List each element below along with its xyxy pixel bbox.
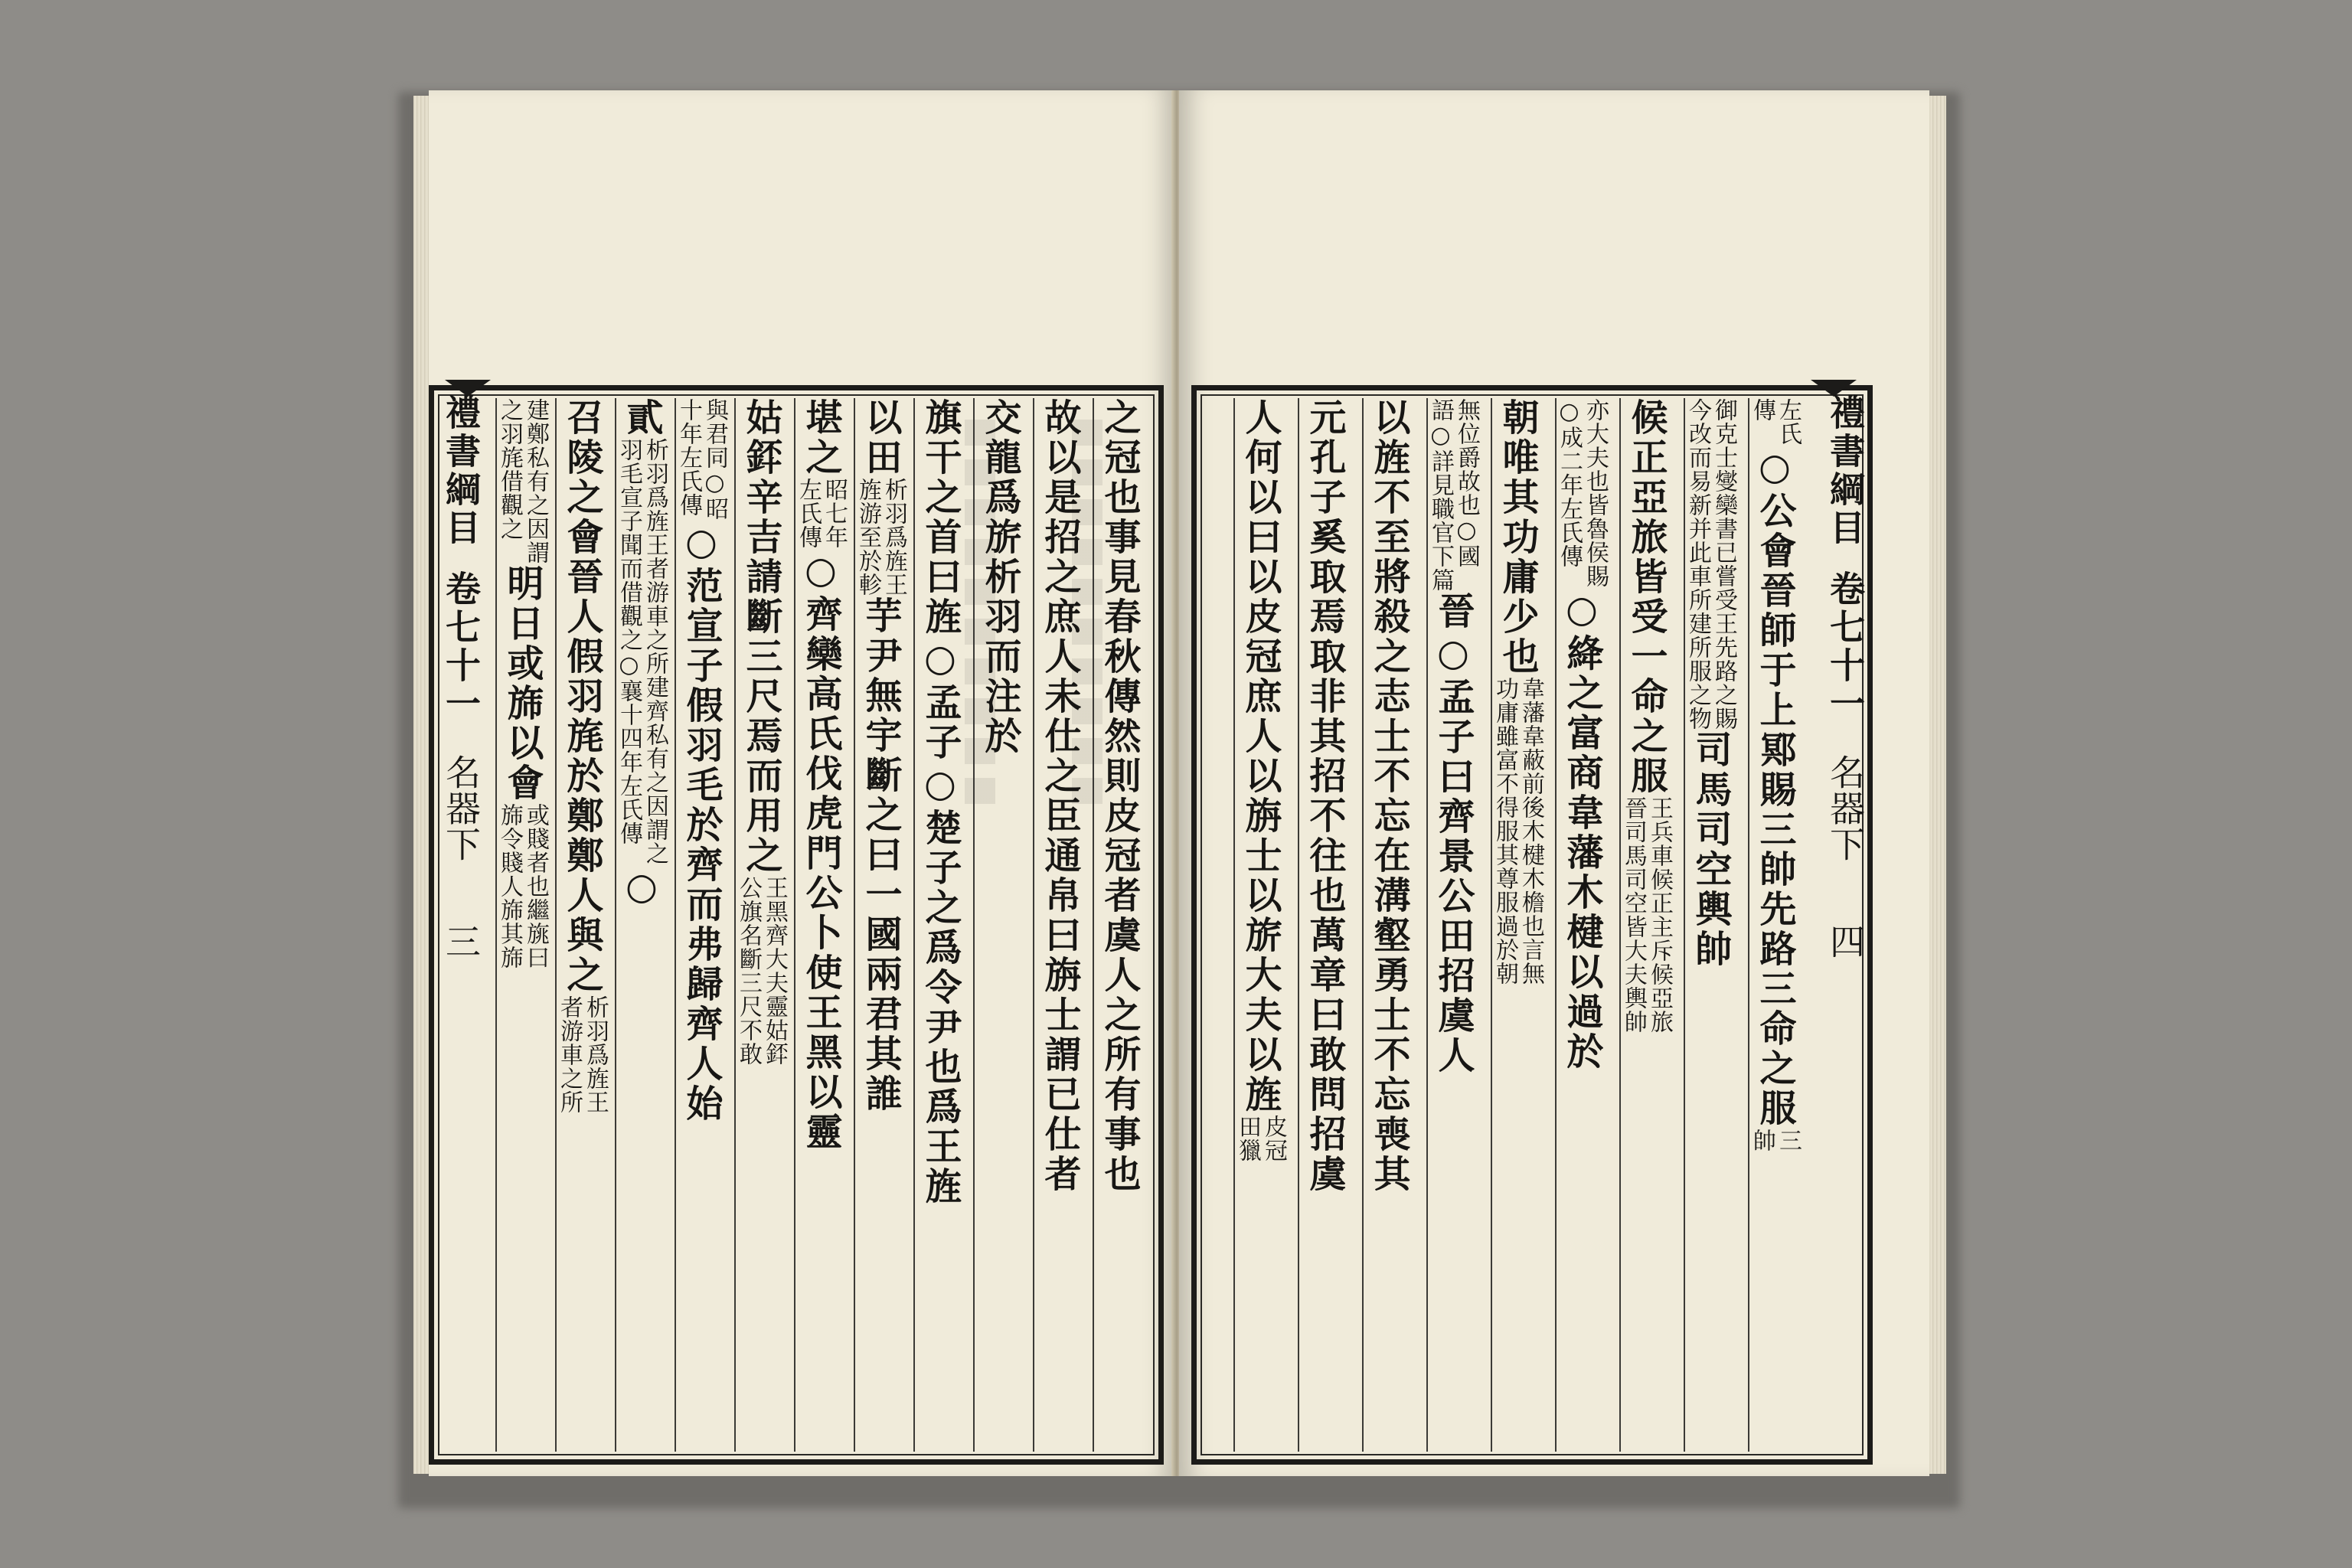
left-text-frame: [429, 385, 1164, 1465]
left-page: [429, 90, 1176, 1476]
section-label: 名器下: [440, 754, 482, 862]
commentary-line: 皮冠: [1260, 1115, 1287, 1162]
commentary-line: 十年左氏傳: [675, 398, 702, 517]
main-text: 以旌不至將殺之志士不忘在溝壑勇士不忘喪其: [1367, 398, 1410, 1194]
text-column: [1093, 398, 1145, 1452]
leaf-number: 三: [440, 923, 482, 959]
main-text: ○公會晉師于上鄍賜三帥先路三命之服: [1753, 446, 1796, 1129]
commentary-line: 旌游至於軫: [854, 478, 881, 596]
commentary-line: 無位爵故也○國: [1453, 398, 1480, 568]
commentary-pair: [1685, 398, 1736, 730]
text-column: [1033, 398, 1085, 1452]
commentary-pair: [855, 478, 906, 596]
commentary-line: 左氏: [1775, 398, 1802, 446]
main-text: ○絳之富商韋藩木楗以過於: [1560, 588, 1603, 1072]
main-text: 晉○孟子曰齊景公田招虞人: [1432, 592, 1475, 1076]
commentary-pair: [616, 438, 667, 865]
leaf-number: 四: [1824, 923, 1866, 959]
right-text-frame: [1191, 385, 1873, 1465]
main-text: 人何以曰以皮冠庶人以旃士以旂大夫以旌: [1239, 398, 1282, 1115]
main-text: 芋尹無宇斷之曰一國兩君其誰: [859, 596, 902, 1114]
commentary-line: ○成二年左氏傳: [1556, 398, 1583, 568]
text-column: [555, 398, 607, 1452]
commentary-pair: [557, 995, 607, 1114]
right-page: [1179, 90, 1929, 1476]
commentary-line: 晉司馬司空皆大夫輿帥: [1620, 796, 1647, 1034]
right-page-edges: [1929, 96, 1946, 1474]
main-text: 元孔子奚取焉取非其招不往也萬章曰敢問招虞: [1303, 398, 1346, 1194]
text-column: [675, 398, 727, 1452]
commentary-line: 者游車之所: [556, 995, 583, 1114]
commentary-line: 析羽爲旌王: [880, 478, 907, 596]
commentary-pair: [1749, 1129, 1800, 1152]
commentary-line: 建鄭私有之因謂: [522, 398, 549, 564]
commentary-pair: [1621, 796, 1671, 1034]
text-column: [854, 398, 906, 1452]
commentary-line: 韋藩韋蔽前後木楗木檐也言無: [1517, 677, 1544, 985]
commentary-pair: [497, 398, 547, 564]
text-column: [973, 398, 1025, 1452]
text-column: [1233, 398, 1285, 1452]
book-title: 禮書綱目: [1824, 394, 1866, 547]
main-text: ○齊欒高氏伐虎門公卜使王黑以靈: [799, 549, 842, 1152]
text-column: [913, 398, 965, 1452]
book-title: 禮書綱目: [440, 394, 482, 547]
text-column: [1748, 398, 1800, 1452]
main-text: 交龍爲旂析羽而注於: [978, 398, 1021, 756]
commentary-line: 王兵車候正主斥候亞旅: [1646, 796, 1673, 1034]
commentary-line: 王黑齊大夫靈姑銔: [761, 876, 788, 1066]
commentary-pair: [497, 803, 547, 969]
commentary-line: 之羽旄借觀之: [496, 398, 523, 541]
commentary-pair: [1428, 398, 1478, 592]
text-column: [794, 398, 846, 1452]
text-column: [1362, 398, 1414, 1452]
volume-label: 卷七十一: [1824, 570, 1866, 724]
text-column: [1555, 398, 1607, 1452]
commentary-line: 帥: [1749, 1129, 1775, 1152]
commentary-line: 昭七年: [821, 478, 848, 549]
main-text: ○: [620, 865, 663, 911]
commentary-line: 三: [1775, 1129, 1802, 1152]
commentary-line: 或賤者也繼旐曰: [522, 803, 549, 969]
main-text: 召陵之會晉人假羽旄於鄭鄭人與之: [560, 398, 603, 995]
text-column: [1684, 398, 1736, 1452]
commentary-pair: [1557, 398, 1607, 588]
left-margin-title: [434, 394, 488, 1452]
commentary-line: 功庸雖富不得服其尊服過於朝: [1491, 677, 1518, 985]
commentary-pair: [795, 478, 846, 549]
commentary-line: 公旗名斷三尺不敢: [735, 876, 762, 1066]
main-text: 貳: [620, 398, 663, 438]
commentary-line: 語○詳見職官下篇: [1427, 398, 1454, 592]
commentary-line: 亦大夫也皆魯侯賜: [1582, 398, 1609, 588]
commentary-line: 田獵: [1234, 1115, 1261, 1162]
main-text: ○范宣子假羽毛於齊而弗歸齊人始: [680, 521, 723, 1124]
main-text: 故以是招之庶人未仕之臣通帛曰旃士謂已仕者: [1038, 398, 1081, 1194]
text-column: [1619, 398, 1671, 1452]
commentary-line: 今改而易新并此車所建所服之物: [1684, 398, 1711, 730]
commentary-line: 與君同○昭: [701, 398, 728, 521]
commentary-pair: [1749, 398, 1800, 446]
section-label: 名器下: [1824, 754, 1866, 862]
main-text: 候正亞旅皆受一命之服: [1625, 398, 1668, 796]
commentary-line: 羽毛宣子聞而借觀之○襄十四年左氏傳: [616, 438, 642, 845]
main-text: 明日或旆以會: [501, 564, 544, 803]
volume-label: 卷七十一: [440, 570, 482, 724]
commentary-line: 傳: [1749, 398, 1775, 422]
text-column: [615, 398, 667, 1452]
commentary-pair: [1235, 1115, 1285, 1162]
main-text: 之冠也事見春秋傳然則皮冠者虞人之所有事也: [1098, 398, 1141, 1194]
commentary-line: 旆令賤人旆其旆: [496, 803, 523, 969]
main-text: 姑銔辛吉請斷三尺焉而用之: [740, 398, 782, 876]
text-column: [1298, 398, 1350, 1452]
commentary-pair: [1492, 677, 1543, 985]
left-page-edges: [413, 96, 430, 1474]
main-text: 司馬司空輿帥: [1689, 730, 1732, 969]
main-text: 朝唯其功庸少也: [1496, 398, 1539, 677]
main-text: 堪之: [799, 398, 842, 478]
main-text: 以田: [859, 398, 902, 478]
commentary-line: 左氏傳: [795, 478, 822, 549]
commentary-pair: [736, 876, 786, 1066]
text-column: [495, 398, 547, 1452]
right-margin-title: [1818, 394, 1872, 1452]
text-column: [734, 398, 786, 1452]
commentary-line: 御克士燮欒書已嘗受王先路之賜: [1710, 398, 1737, 730]
commentary-line: 析羽爲旌王者游車之所建齊私有之因謂之: [642, 438, 668, 865]
commentary-pair: [676, 398, 727, 521]
commentary-line: 析羽爲旌王: [582, 995, 609, 1114]
text-column: [1491, 398, 1543, 1452]
main-text: 旗干之首曰旌○孟子○楚子之爲令尹也爲王旌: [919, 398, 962, 1207]
text-column: [1426, 398, 1478, 1452]
